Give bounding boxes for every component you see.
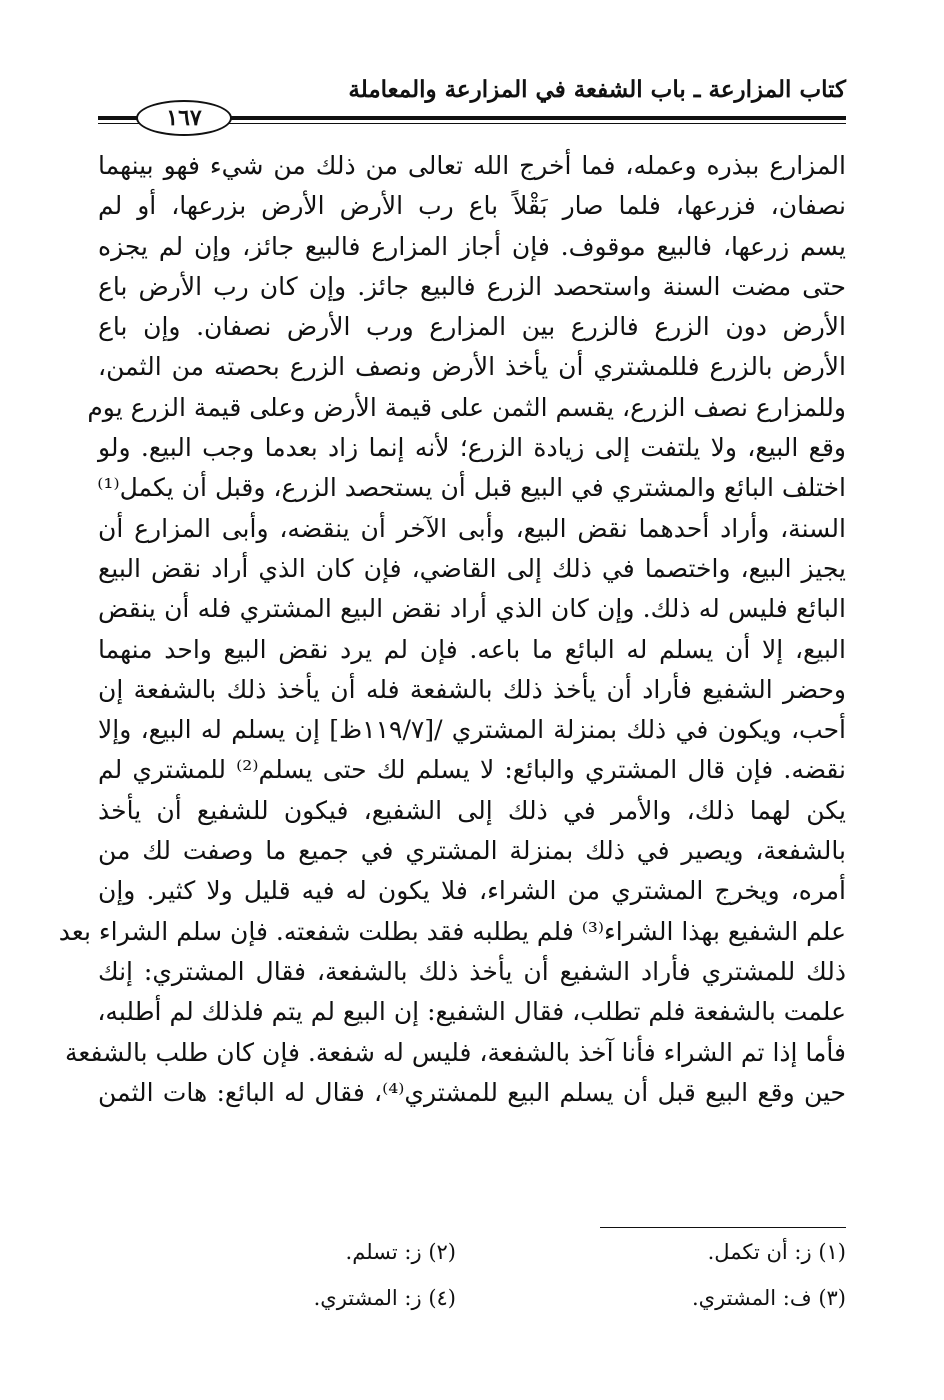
text-line: يكن لهما ذلك، والأمر في ذلك إلى الشفيع، فيكون للشفيع أن يأخذ [98,795,846,825]
text-line: المزارع ببذره وعمله، فما أخرج الله تعالى من ذلك من شيء فهو بينهما [98,151,846,180]
footnote-text: ز: المشتري. [313,1286,422,1310]
footnote-text: ز: تسلم. [345,1240,422,1264]
text-line: فأما إذا تم الشراء فأنا آخذ بالشفعة، فليس له شفعة. فإن كان طلب بالشفعة [64,1037,846,1067]
text-line: الأرض بالزرع فللمشتري أن يأخذ الأرض ونصف الزرع بحصته من الثمن، [98,352,846,382]
footnotes [98,1240,846,1332]
running-title: كتاب المزارعة ـ باب الشفعة في المزارعة والمعاملة [348,76,846,103]
text-line: نقضه. فإن قال المشتري والبائع: لا يسلم لك حتى يسلم⁽²⁾ للمشتري لم [98,755,847,785]
footnote-3 [692,1286,846,1310]
text-line: علمت بالشفعة فلم تطلب، فقال الشفيع: إن البيع لم يتم فلذلك لم أطلبه، [97,997,846,1027]
body-text [58,146,847,1113]
footnote-text: ف: المشتري. [691,1286,812,1310]
text-line: البيع، إلا أن يسلم له البائع ما باعه. فإن لم يرد نقض البيع واحد منهما [98,634,846,664]
footnote-4 [314,1286,456,1310]
footnote-marker: (٢) [428,1240,456,1264]
text-line: حين وقع البيع قبل أن يسلم البيع للمشتري⁽⁴⁾، فقال له البائع: هات الثمن [98,1077,846,1107]
footnote-marker: (٣) [818,1286,846,1310]
footnote-marker: (٤) [428,1286,456,1310]
footnote-2 [346,1240,456,1264]
text-line: بالشفعة، ويصير في ذلك بمنزلة المشتري في جميع ما وصفت لك من [98,836,846,866]
text-line: حتى مضت السنة واستحصد الزرع فالبيع جائز. وإن كان رب الأرض باع [98,271,846,301]
footnote-1 [708,1240,846,1264]
text-line: أمره، ويخرج المشتري من الشراء، فلا يكون له فيه قليل ولا كثير. وإن [98,876,846,906]
text-line: وقع البيع، ولا يلتفت إلى زيادة الزرع؛ لأنه إنما زاد بعدما وجب البيع. ولو [98,433,846,463]
text-line: السنة، وأراد أحدهما نقض البيع، وأبى الآخر أن ينقضه، وأبى المزارع أن [98,513,846,543]
page-number: ١٦٧ [136,100,232,136]
text-line: أحب، ويكون في ذلك بمنزلة المشتري /[١١٩/٧ظ] إن يسلم له البيع، وإلا [98,715,846,745]
text-line: علم الشفيع بهذا الشراء⁽³⁾ فلم يطلبه فقد بطلت شفعته. فإن سلم الشراء بعد [58,916,846,946]
text-line: وللمزارع نصف الزرع، يقسم الثمن على قيمة الأرض وعلى قيمة الزرع يوم [87,392,846,422]
footnote-marker: (١) [818,1240,846,1264]
text-line: نصفان، فزرعها، فلما صار بَقْلاً باع رب الأرض الأرض بزرعها، أو لم [98,191,846,221]
footnote-row [98,1286,846,1332]
text-line: اختلف البائع والمشتري في البيع قبل أن يستحصد الزرع، وقبل أن يكمل⁽¹⁾ [97,473,846,503]
text-line: وحضر الشفيع فأراد أن يأخذ ذلك بالشفعة فله أن يأخذ ذلك بالشفعة إن [98,674,846,704]
page-header [98,72,846,132]
footnote-text: ز: أن تكمل. [707,1240,812,1264]
text-line: الأرض دون الزرع فالزرع بين المزارع ورب الأرض نصفان. وإن باع [98,312,846,342]
footnote-row [98,1240,846,1286]
footnote-separator [600,1227,846,1228]
text-line: ذلك للمشتري فأراد الشفيع أن يأخذ ذلك بالشفعة، فقال المشتري: إنك [98,956,846,986]
text-line: يسم زرعها، فالبيع موقوف. فإن أجاز المزارع فالبيع جائز، وإن لم يجزه [98,231,846,261]
text-line: البائع فليس له ذلك. وإن كان الذي أراد نقض البيع المشتري فله أن ينقض [98,594,846,624]
text-line: يجيز البيع، واختصما في ذلك إلى القاضي، فإن كان الذي أراد نقض البيع [98,553,846,583]
